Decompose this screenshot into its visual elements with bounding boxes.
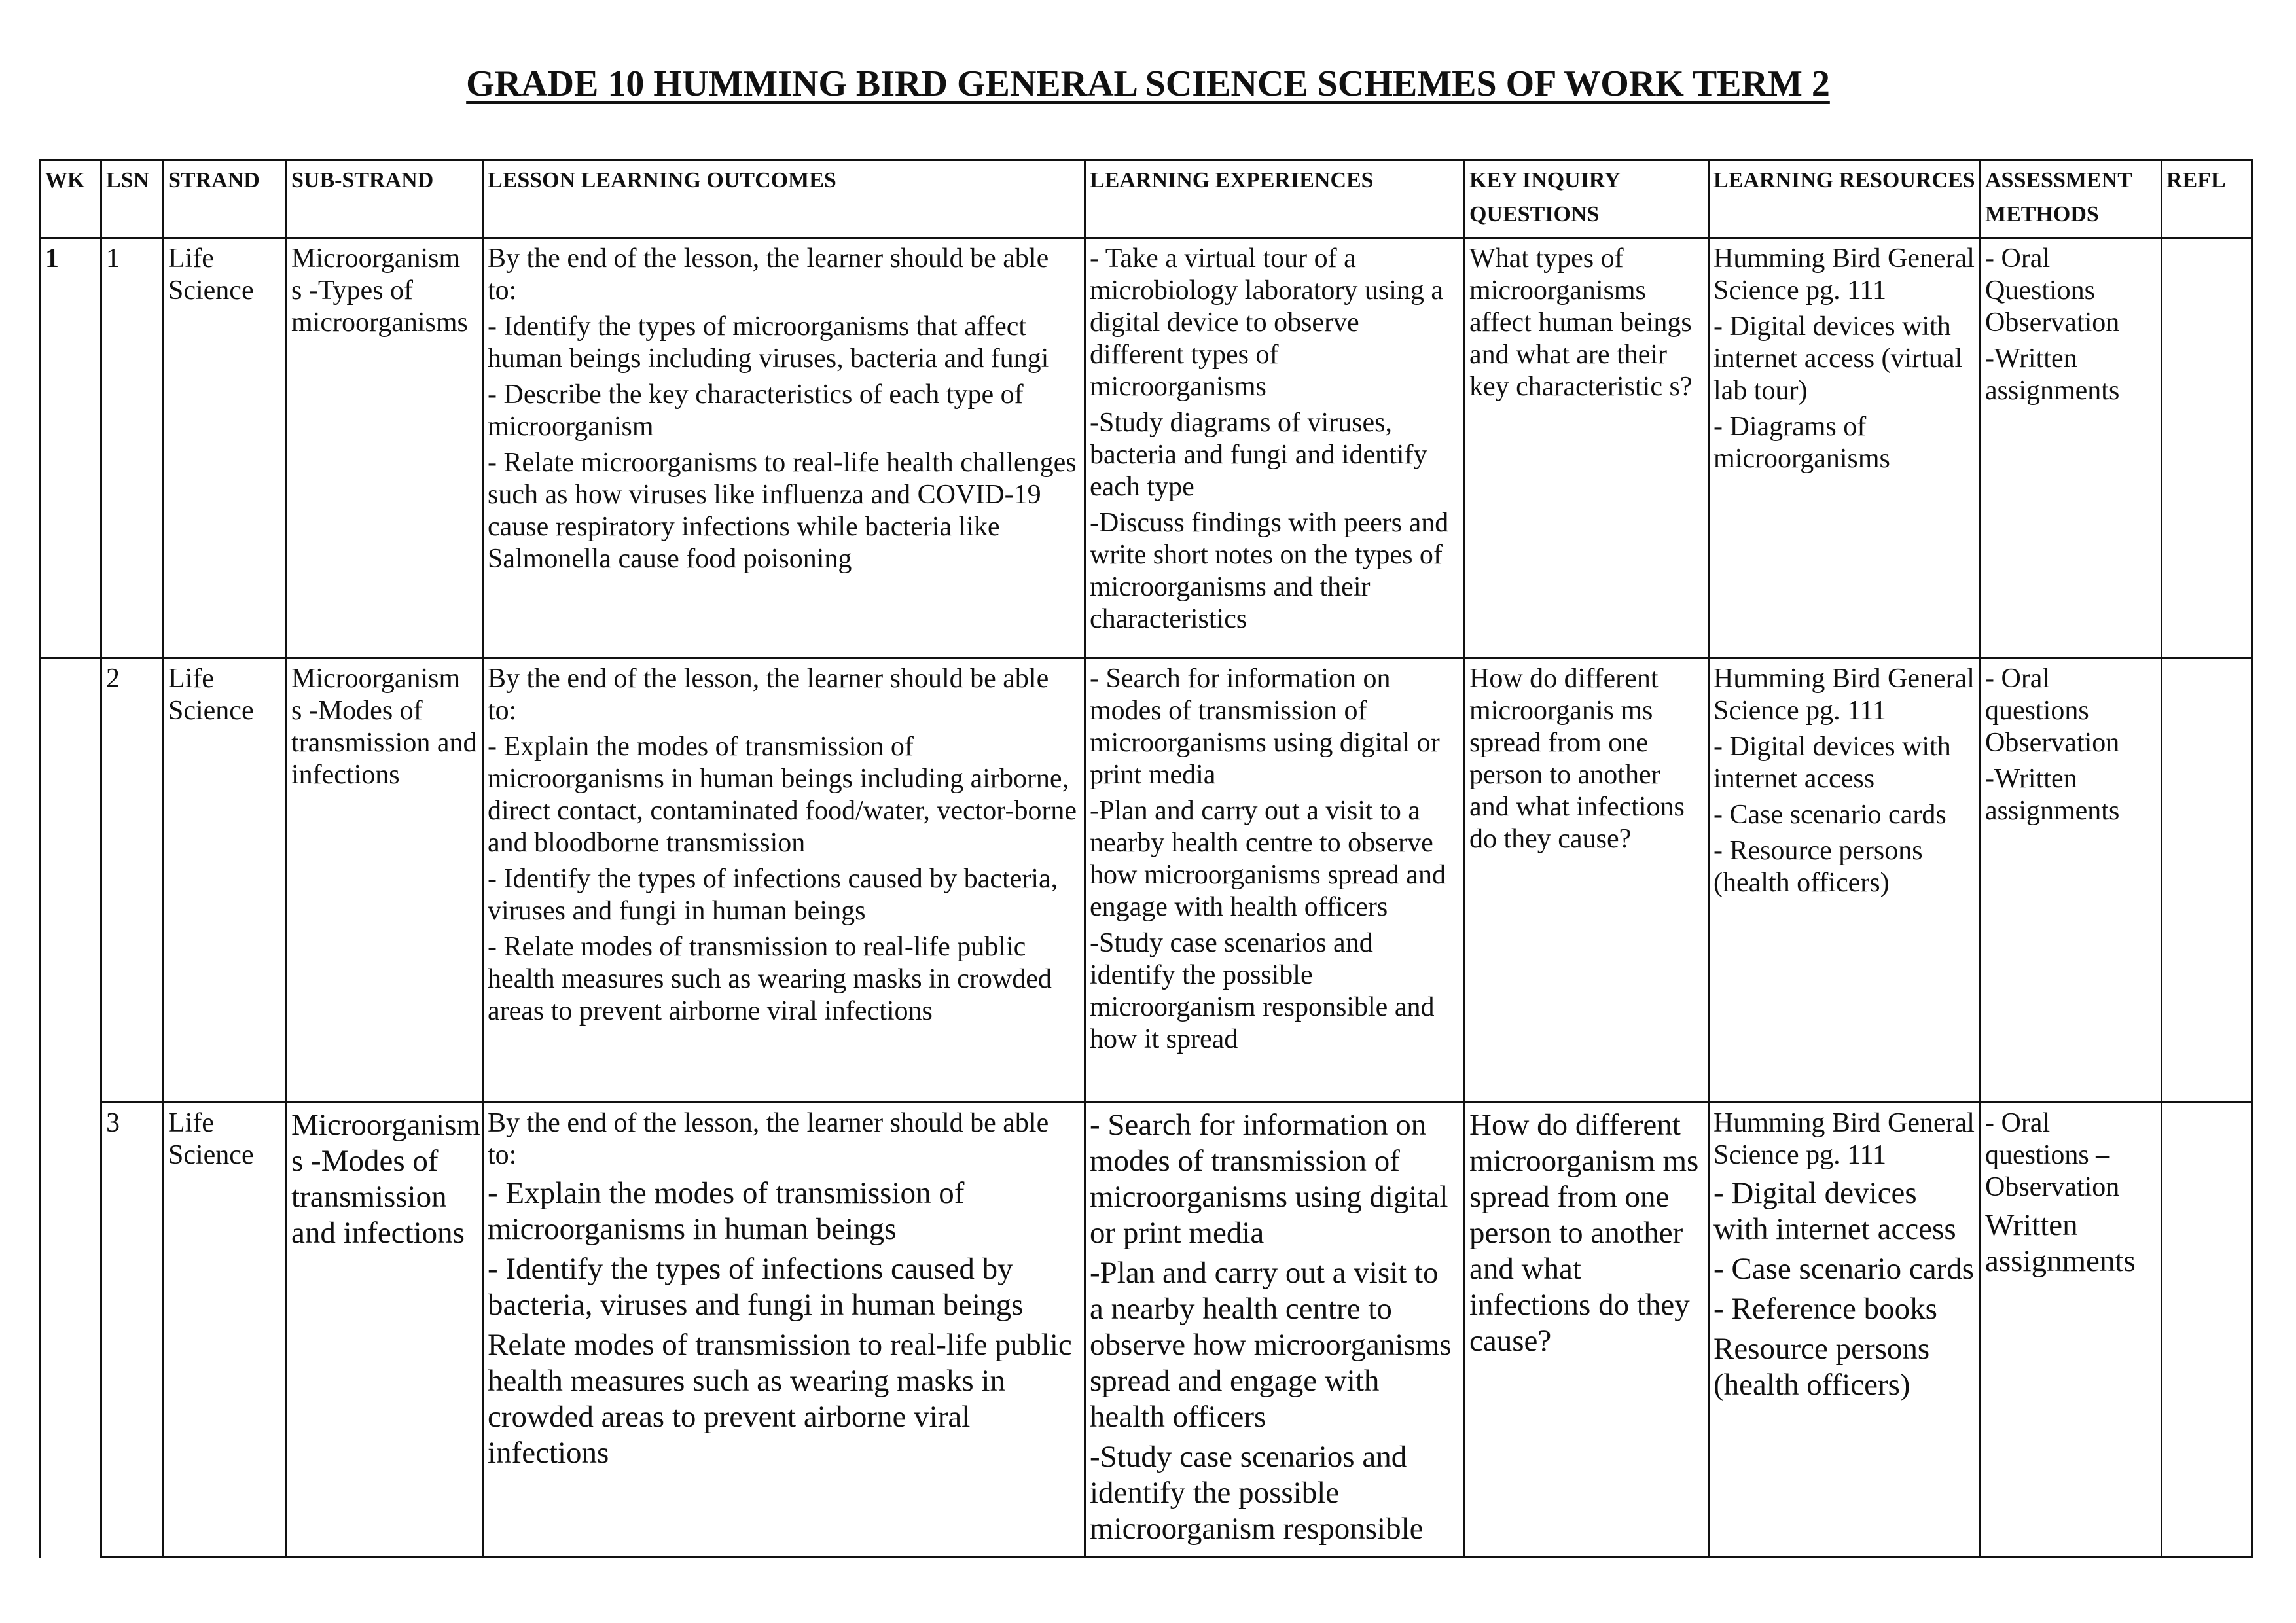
resource-item: - Case scenario cards (1713, 1252, 1975, 1286)
resource-item: - Reference books (1713, 1292, 1937, 1326)
cell-refl (2162, 658, 2253, 1103)
outcome-item: - Explain the modes of transmission of microorganisms in human beings including airborne, direct contact, contaminated food/water, vector-borne and bloodborne transmission (488, 732, 1077, 858)
table-row (41, 238, 2253, 658)
experience-item: -Study diagrams of viruses, bacteria and fungi and identify each type (1090, 408, 1427, 502)
table-row (41, 1103, 2253, 1558)
experience-item: -Plan and carry out a visit to a nearby health centre to observe how microorganisms spread and engage with health officers (1090, 796, 1446, 922)
outcome-item: By the end of the lesson, the learner should be able to: (488, 1108, 1049, 1170)
cell-experiences (1085, 238, 1465, 658)
assessment-item: -Written assignments (1985, 764, 2120, 826)
header-refl: REFL (2162, 160, 2253, 238)
experience-item: - Search for information on modes of transmission of microorganisms using digital or print media (1090, 664, 1440, 790)
cell-outcomes (483, 658, 1085, 1103)
experience-item: -Discuss findings with peers and write short notes on the types of microorganisms and their characteristics (1090, 508, 1449, 634)
cell-sub-strand: Microorganism s -Modes of transmission and infections (287, 658, 483, 1103)
cell-outcomes (483, 238, 1085, 658)
cell-lsn: 2 (101, 658, 164, 1103)
cell-questions: How do different microorganis ms spread from one person to another and what infections do they cause? (1465, 658, 1709, 1103)
outcome-item: - Relate modes of transmission to real-life public health measures such as wearing masks in crowded areas to prevent airborne viral infections (488, 932, 1052, 1026)
cell-assessment (1981, 238, 2162, 658)
cell-wk (41, 1103, 101, 1558)
cell-sub-strand: Microorganism s -Modes of transmission and infections (287, 1103, 483, 1558)
header-outcomes: LESSON LEARNING OUTCOMES (483, 160, 1085, 238)
resource-item: - Digital devices with internet access (virtual lab tour) (1713, 312, 1963, 406)
outcome-item: - Identify the types of microorganisms that affect human beings including viruses, bacteria and fungi (488, 312, 1049, 374)
cell-experiences (1085, 658, 1465, 1103)
resource-item: Resource persons (health officers) (1713, 1332, 1930, 1402)
outcome-item: Relate modes of transmission to real-life public health measures such as wearing masks in crowded areas to prevent airborne viral infections (488, 1328, 1072, 1470)
cell-assessment (1981, 658, 2162, 1103)
cell-sub-strand: Microorganism s -Types of microorganisms (287, 238, 483, 658)
cell-wk: 1 (41, 238, 101, 658)
resource-item: - Digital devices with internet access (1713, 1176, 1956, 1246)
experience-item: - Take a virtual tour of a microbiology laboratory using a digital device to observe different types of microorganisms (1090, 243, 1444, 402)
outcome-item: - Describe the key characteristics of each type of microorganism (488, 380, 1024, 442)
header-resources: LEARNING RESOURCES (1709, 160, 1981, 238)
assessment-item: - Oral questions – Observation (1985, 1108, 2120, 1202)
assessment-item: - Oral Questions Observation (1985, 243, 2120, 338)
resource-item: Humming Bird General Science pg. 111 (1713, 664, 1975, 726)
outcome-item: - Explain the modes of transmission of microorganisms in human beings (488, 1176, 965, 1246)
assessment-item: Written assignments (1985, 1208, 2136, 1278)
resource-item: Humming Bird General Science pg. 111 (1713, 243, 1975, 306)
resource-item: - Case scenario cards (1713, 800, 1946, 830)
resource-item: Humming Bird General Science pg. 111 (1713, 1108, 1975, 1170)
header-assessment: ASSESSMENT METHODS (1981, 160, 2162, 238)
header-questions: KEY INQUIRY QUESTIONS (1465, 160, 1709, 238)
cell-resources (1709, 1103, 1981, 1558)
cell-refl (2162, 1103, 2253, 1558)
header-row (41, 160, 2253, 238)
resource-item: - Resource persons (health officers) (1713, 836, 1923, 898)
header-strand: STRAND (164, 160, 287, 238)
experience-item: -Study case scenarios and identify the possible microorganism responsible and how it spread (1090, 928, 1435, 1054)
resource-item: - Digital devices with internet access (1713, 732, 1951, 794)
resource-item: - Diagrams of microorganisms (1713, 412, 1890, 474)
cell-lsn: 1 (101, 238, 164, 658)
page-title: GRADE 10 HUMMING BIRD GENERAL SCIENCE SCHEMES OF WORK TERM 2 (466, 63, 1830, 104)
experience-item: -Plan and carry out a visit to a nearby health centre to observe how microorganisms spread and engage with health officers (1090, 1256, 1452, 1434)
experience-item: -Study case scenarios and identify the possible microorganism responsible (1090, 1440, 1424, 1546)
cell-resources (1709, 238, 1981, 658)
outcome-item: - Identify the types of infections caused by bacteria, viruses and fungi in human beings (488, 1252, 1024, 1322)
cell-experiences (1085, 1103, 1465, 1558)
header-experiences: LEARNING EXPERIENCES (1085, 160, 1465, 238)
schemes-of-work-table (39, 159, 2253, 1558)
outcome-item: - Relate microorganisms to real-life health challenges such as how viruses like influenza and COVID-19 cause respiratory infections while bacteria like Salmonella cause food poisoning (488, 448, 1077, 574)
page-title-wrap (0, 63, 2296, 105)
outcome-item: By the end of the lesson, the learner should be able to: (488, 664, 1049, 726)
outcome-item: - Identify the types of infections caused by bacteria, viruses and fungi in human beings (488, 864, 1058, 926)
header-lsn: LSN (101, 160, 164, 238)
assessment-item: - Oral questions Observation (1985, 664, 2120, 758)
cell-resources (1709, 658, 1981, 1103)
cell-strand: Life Science (164, 238, 287, 658)
header-wk: WK (41, 160, 101, 238)
experience-item: - Search for information on modes of transmission of microorganisms using digital or print media (1090, 1108, 1448, 1250)
cell-assessment (1981, 1103, 2162, 1558)
header-sub-strand: SUB-STRAND (287, 160, 483, 238)
assessment-item: -Written assignments (1985, 344, 2120, 406)
cell-questions: How do different microorganism ms spread from one person to another and what infections do they cause? (1465, 1103, 1709, 1558)
cell-outcomes (483, 1103, 1085, 1558)
cell-refl (2162, 238, 2253, 658)
cell-strand: Life Science (164, 1103, 287, 1558)
cell-strand: Life Science (164, 658, 287, 1103)
table-row (41, 658, 2253, 1103)
cell-wk (41, 658, 101, 1103)
cell-questions: What types of microorganisms affect human beings and what are their key characteristic s? (1465, 238, 1709, 658)
cell-lsn: 3 (101, 1103, 164, 1558)
outcome-item: By the end of the lesson, the learner should be able to: (488, 243, 1049, 306)
